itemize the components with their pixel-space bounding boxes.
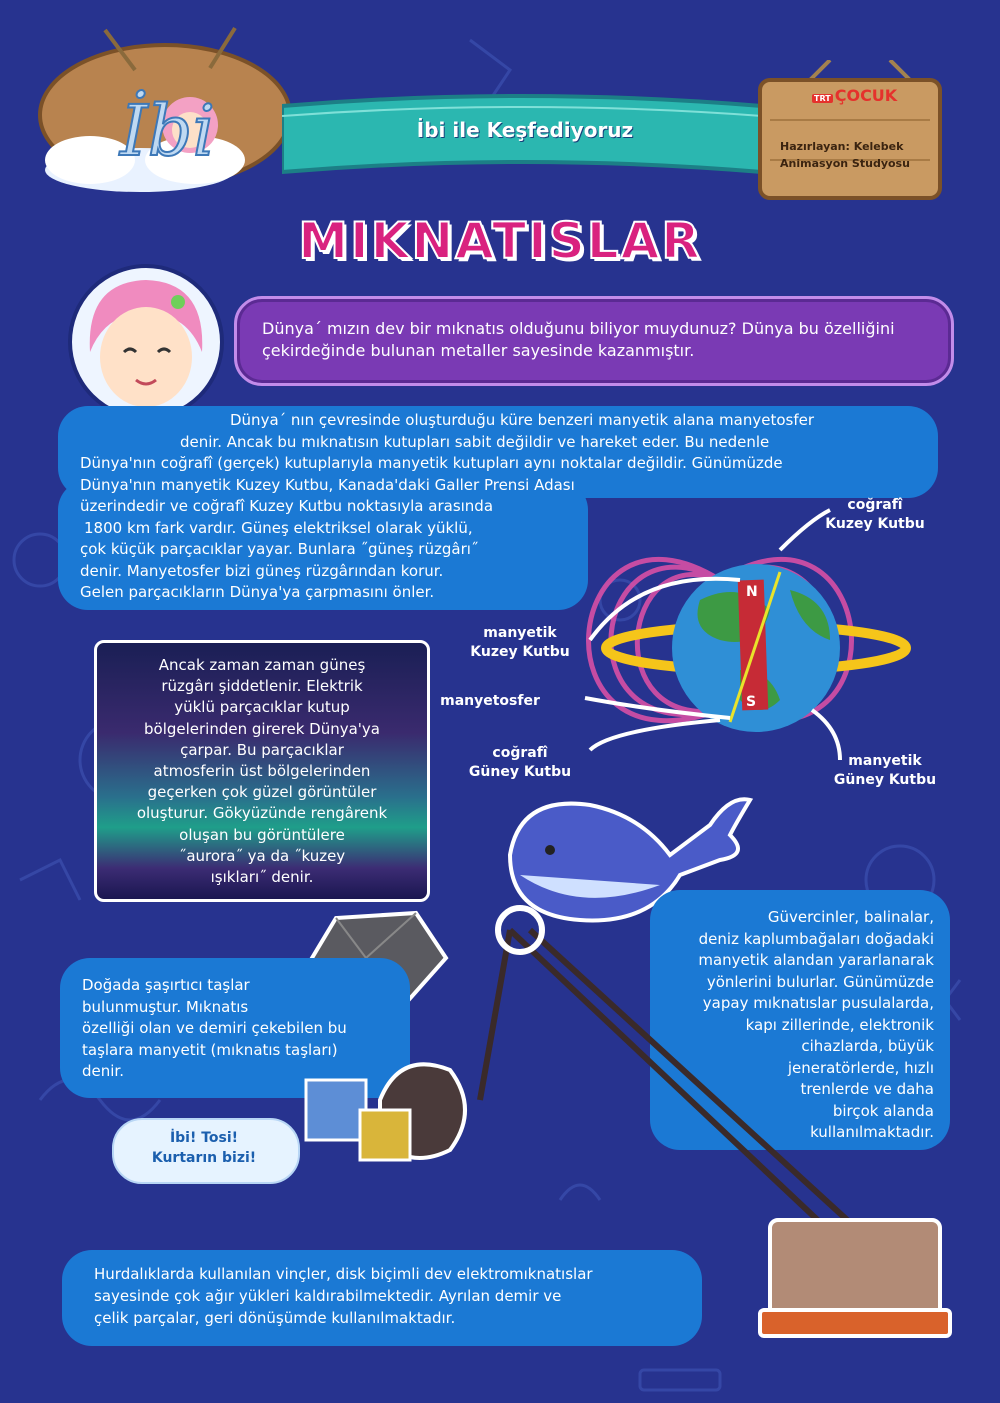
geo-south-label: coğrafî Güney Kutbu [468, 745, 572, 780]
banner-title: İbi ile Keşfediyoruz [416, 118, 634, 142]
intro-text: Dünya´ mızın dev bir mıknatıs olduğunu biliyor muydunuz? Dünya bu özelliğini çekirdeğinde bulunan metaller sayesinde kazanmıştır. [262, 319, 895, 360]
aurora-text: Ancak zaman zaman güneş rüzgârı şiddetlenir. Elektrik yüklü parçacıklar kutup bölgelerinden girerek Dünya'ya çarpar. Bu parçacıklar atmosferin üst bölgelerinden geçerken çok güzel görüntüler oluşturur. Gökyüzünde rengârenk oluşan bu görüntülere ˝aurora˝ ya da ˝kuzey ışıkları˝ denir. [136, 656, 388, 887]
mag-south-label: manyetik Güney Kutbu [833, 753, 937, 788]
svg-text:N: N [746, 584, 758, 600]
ibi-character-avatar [66, 262, 226, 422]
geo-north-label: coğrafî Kuzey Kutbu [825, 497, 925, 532]
animals-paragraph: Güvercinler, balinalar, deniz kaplumbağaları doğadaki manyetik alandan yararlanarak yönlerini bulurlar. Günümüzde yapay mıknatıslar pusulalarda, kapı zillerinde, elektronik cihazlarda, büyük jeneratörlerde, hızlı trenlerde ve daha birçok alanda kullanılmaktadır. [698, 908, 934, 1141]
magnetite-paragraph: Doğada şaşırtıcı taşlar bulunmuştur. Mıknatıs özelliği olan ve demiri çekebilen bu taşlara manyetit (mıknatıs taşları) denir. [82, 976, 347, 1080]
magnetosphere-label: manyetosfer [440, 693, 540, 709]
page-title: MIKNATISLAR [298, 212, 702, 270]
mag-north-label: manyetik Kuzey Kutbu [470, 625, 570, 660]
credits-text: Hazırlayan: Kelebek Animasyon Studyosu [780, 140, 910, 170]
speech-bubble-text: İbi! Tosi! Kurtarın bizi! [151, 1130, 257, 1166]
crane-paragraph: Hurdalıklarda kullanılan vinçler, disk biçimli dev elektromıknatıslar sayesinde çok ağır yükleri kaldırabilmektedir. Ayrılan demir ve çelik parçalar, geri dönüşümde kullanılmaktadır. [94, 1265, 593, 1327]
trt-cocuk-logo: TRT ÇOCUK [814, 86, 898, 105]
magnetosphere-paragraph: Dünya´ nın çevresinde oluşturduğu küre benzeri manyetik alana manyetosfer denir. Ancak bu mıknatısın kutupları sabit değildir ve hareket eder. Bu nedenle Dünya'nın coğrafî (gerçek) kutuplarıyla manyetik kutupları aynı noktalar değildir. Günümüzde Dünya'nın manyetik Kuzey Kutbu, Kanada'daki Galler Prensi Adası üzerindedir ve coğrafî Kuzey Kutbu noktasıyla arasında 1800 km fark vardır. Güneş elektriksel olarak yüklü, çok küçük parçacıklar yayar. Bunlara ˝güneş rüzgârı˝ denir. Manyetosfer bizi güneş rüzgârından korur. Gelen parçacıkların Dünya'ya çarpmasını önler. [80, 411, 814, 601]
logo-text: İbi [120, 90, 215, 172]
ibi-logo [30, 20, 300, 195]
svg-text:S: S [746, 694, 757, 710]
credits-sign [750, 60, 950, 200]
